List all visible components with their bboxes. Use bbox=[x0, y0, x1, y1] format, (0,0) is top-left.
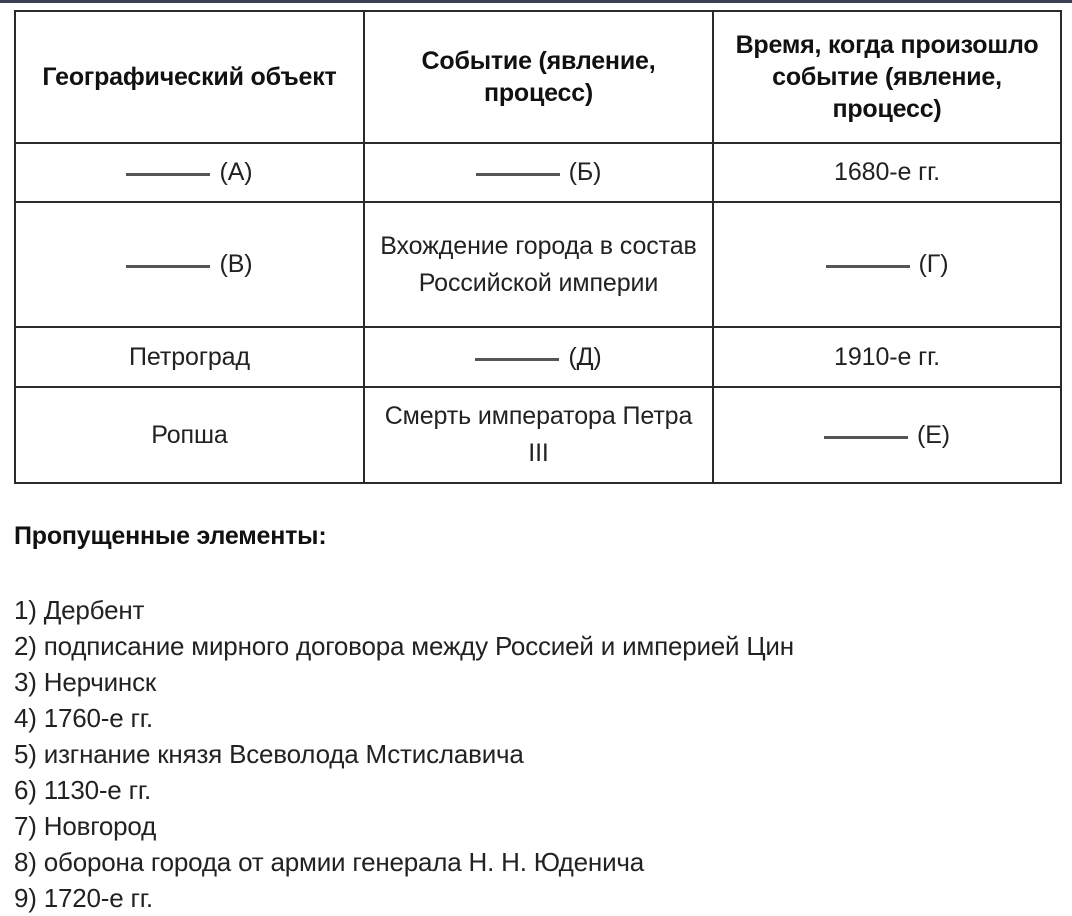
blank-rule-icon bbox=[126, 173, 210, 176]
table-head bbox=[15, 11, 1061, 143]
missing-elements-list bbox=[14, 592, 794, 916]
blank-slot-g[interactable] bbox=[826, 246, 949, 283]
blank-letter-v: (В) bbox=[219, 250, 253, 278]
cell-time-2 bbox=[713, 202, 1061, 327]
cell-event-2: Вхождение города в состав Российской империи bbox=[364, 202, 713, 327]
blank-letter-d: (Д) bbox=[568, 342, 602, 371]
table-row bbox=[15, 327, 1061, 387]
blank-rule-icon bbox=[126, 265, 210, 268]
cell-object-3: Петроград bbox=[15, 327, 364, 387]
blank-rule-icon bbox=[475, 358, 559, 361]
blank-rule-icon bbox=[826, 265, 910, 268]
list-item[interactable]: 7) Новгород bbox=[14, 811, 157, 841]
list-item[interactable]: 3) Нерчинск bbox=[14, 667, 157, 697]
cell-object-1 bbox=[15, 143, 364, 202]
blank-rule-icon bbox=[476, 173, 560, 176]
table-row bbox=[15, 143, 1061, 202]
cell-event-1 bbox=[364, 143, 713, 202]
column-header-geographic-object: Географический объект bbox=[15, 11, 364, 143]
list-item[interactable]: 8) оборона города от армии генерала Н. Н. Юденича bbox=[14, 847, 645, 877]
table-row bbox=[15, 387, 1061, 483]
blank-rule-icon bbox=[824, 436, 908, 439]
column-header-time: Время, когда произошло событие (явление, процесс) bbox=[713, 11, 1061, 143]
blank-letter-b: (Б) bbox=[568, 158, 602, 186]
list-item[interactable]: 6) 1130-е гг. bbox=[14, 775, 152, 805]
list-item[interactable]: 9) 1720-е гг. bbox=[14, 883, 153, 913]
blank-letter-g: (Г) bbox=[918, 250, 949, 278]
cell-object-4: Ропша bbox=[15, 387, 364, 483]
missing-elements-heading: Пропущенные элементы: bbox=[14, 522, 327, 550]
table-header-row bbox=[15, 11, 1061, 143]
list-item[interactable]: 4) 1760-е гг. bbox=[14, 703, 153, 733]
column-header-event: Событие (явление, процесс) bbox=[364, 11, 713, 143]
blank-letter-a: (А) bbox=[219, 158, 253, 186]
blank-slot-a[interactable] bbox=[126, 154, 252, 191]
list-item[interactable]: 1) Дербент bbox=[14, 595, 145, 625]
blank-slot-v[interactable] bbox=[126, 246, 252, 283]
cell-event-3 bbox=[364, 327, 713, 387]
cell-time-1: 1680-е гг. bbox=[713, 143, 1061, 202]
list-item[interactable]: 5) изгнание князя Всеволода Мстиславича bbox=[14, 739, 524, 769]
blank-slot-b[interactable] bbox=[476, 154, 602, 191]
list-item[interactable]: 2) подписание мирного договора между Россией и империей Цин bbox=[14, 631, 794, 661]
cell-time-3: 1910-е гг. bbox=[713, 327, 1061, 387]
blank-slot-e[interactable] bbox=[824, 417, 950, 454]
cell-object-2 bbox=[15, 202, 364, 327]
blank-letter-e: (Е) bbox=[916, 420, 951, 449]
blank-slot-d[interactable] bbox=[475, 339, 601, 376]
matching-table bbox=[14, 10, 1062, 484]
cell-time-4 bbox=[713, 387, 1061, 483]
table-row bbox=[15, 202, 1061, 327]
table-body bbox=[15, 143, 1061, 483]
cell-event-4: Смерть императора Петра III bbox=[364, 387, 713, 483]
